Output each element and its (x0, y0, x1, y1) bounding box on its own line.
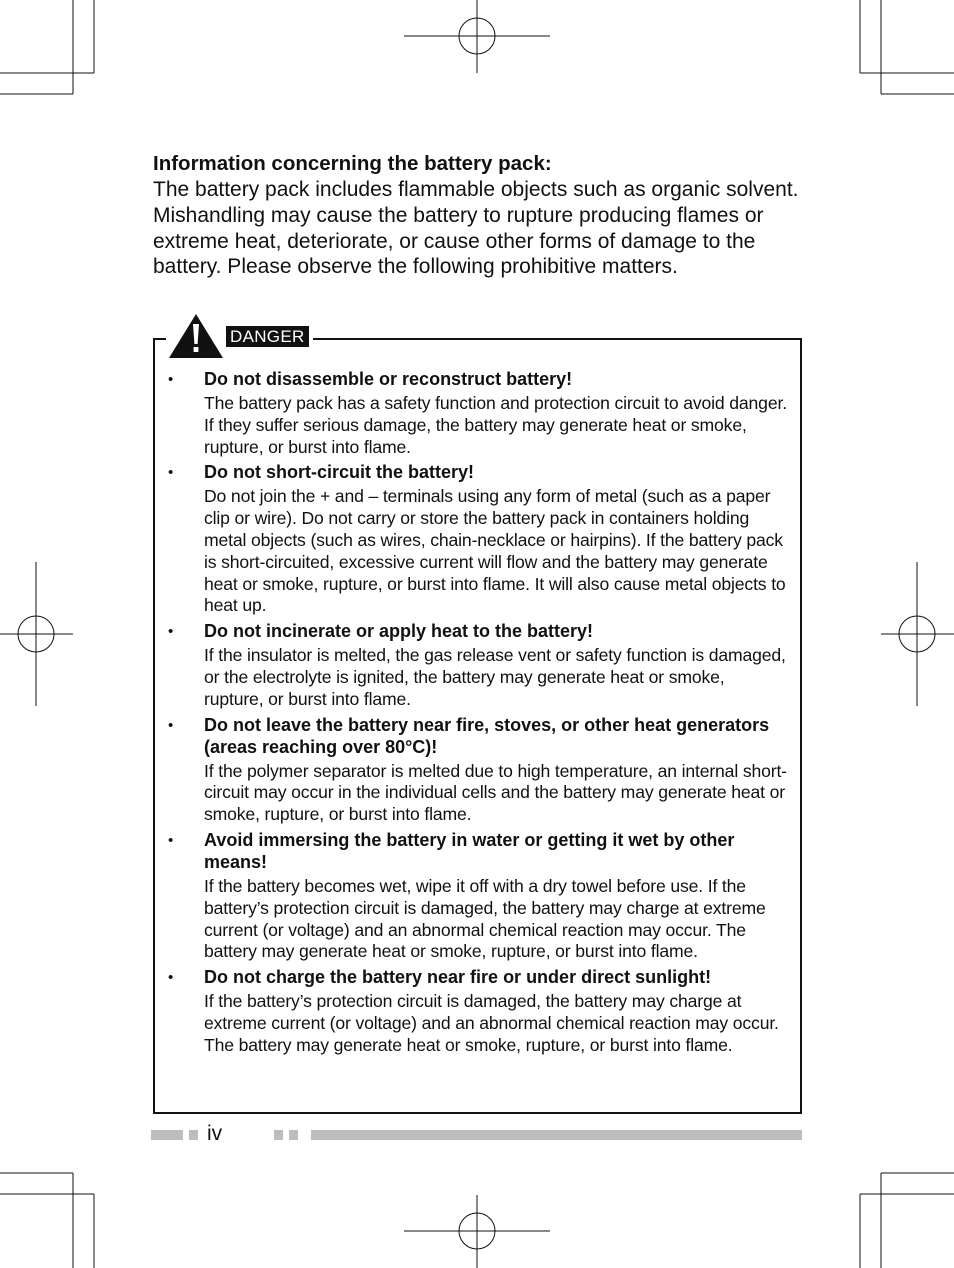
list-item (168, 620, 788, 710)
item-heading: Do not leave the battery near fire, stoves, or other heat generators (areas reaching over 80°C)! (204, 714, 770, 757)
bullet: • (168, 831, 174, 849)
danger-label (166, 313, 313, 359)
danger-list (168, 368, 788, 1060)
item-text: The battery pack has a safety function and protection circuit to avoid danger. If they suffer serious damage, the battery may generate heat or smoke, rupture, or burst into flame. (204, 393, 787, 457)
item-text: If the insulator is melted, the gas release vent or safety function is damaged, or the electrolyte is ignited, the battery may generate heat or smoke, rupture, or burst into flame. (204, 645, 786, 709)
list-item (168, 461, 788, 617)
item-heading: Do not charge the battery near fire or under direct sunlight! (204, 967, 712, 988)
item-heading: Avoid immersing the battery in water or getting it wet by other means! (204, 829, 735, 872)
item-text: If the polymer separator is melted due to high temperature, an internal short-circuit may occur in the individual cells and the battery may generate heat or smoke, rupture, or burst into flame. (204, 760, 787, 825)
footer-bar-left-small (189, 1130, 198, 1140)
crop-mark-top-left (0, 0, 94, 94)
list-item (168, 714, 788, 826)
danger-tag: DANGER (226, 326, 309, 347)
list-item (168, 829, 788, 963)
list-item (168, 966, 788, 1056)
battery-info-intro (153, 151, 803, 280)
registration-mark-bottom (404, 1195, 550, 1268)
footer-bar-mid-2 (289, 1130, 298, 1140)
registration-mark-left (0, 562, 73, 706)
warning-triangle-icon (168, 313, 224, 359)
item-text: If the battery’s protection circuit is damaged, the battery may charge at extreme current (or voltage) and an abnormal chemical reaction may occur. The battery may generate heat or smoke, rupture, or burst into flame. (204, 991, 779, 1055)
bullet: • (168, 623, 174, 641)
bullet: • (168, 371, 174, 388)
crop-mark-top-right (860, 0, 954, 94)
footer-bar-mid-1 (274, 1130, 283, 1140)
crop-mark-bottom-left (0, 1173, 94, 1268)
intro-title: Information concerning the battery pack: (153, 152, 552, 175)
bullet: • (168, 716, 174, 734)
bullet: • (168, 969, 174, 987)
item-heading: Do not short-circuit the battery! (204, 462, 475, 483)
registration-mark-top (404, 0, 550, 73)
footer-bar-left (151, 1130, 183, 1140)
item-heading: Do not disassemble or reconstruct battery! (204, 369, 573, 389)
crop-mark-bottom-right (860, 1173, 954, 1268)
list-item (168, 368, 788, 458)
bullet: • (168, 464, 174, 482)
item-text: If the battery becomes wet, wipe it off with a dry towel before use. If the battery’s protection circuit is damaged, the battery may charge at extreme current (or voltage) and an abnormal chemical reaction may occur. The battery may generate heat or smoke, rupture, or burst into flame. (204, 875, 766, 962)
intro-body: The battery pack includes flammable objects such as organic solvent. Mishandling may cause the battery to rupture producing flames or extreme heat, deteriorate, or cause other forms of damage to the battery. Please observe the following prohibitive matters. (153, 178, 799, 279)
page-number: iv (207, 1122, 223, 1145)
registration-mark-right (881, 562, 954, 706)
item-heading: Do not incinerate or apply heat to the battery! (204, 621, 594, 642)
footer-bar-right (311, 1130, 802, 1140)
item-text: Do not join the + and – terminals using any form of metal (such as a paper clip or wire). Do not carry or store the battery pack in containers holding metal objects (such as wires, chain-necklace or hairpins). If the battery pack is short-circuited, excessive current will flow and the battery may generate heat or smoke, rupture, or burst into flame. It will also cause metal objects to heat up. (204, 486, 786, 616)
